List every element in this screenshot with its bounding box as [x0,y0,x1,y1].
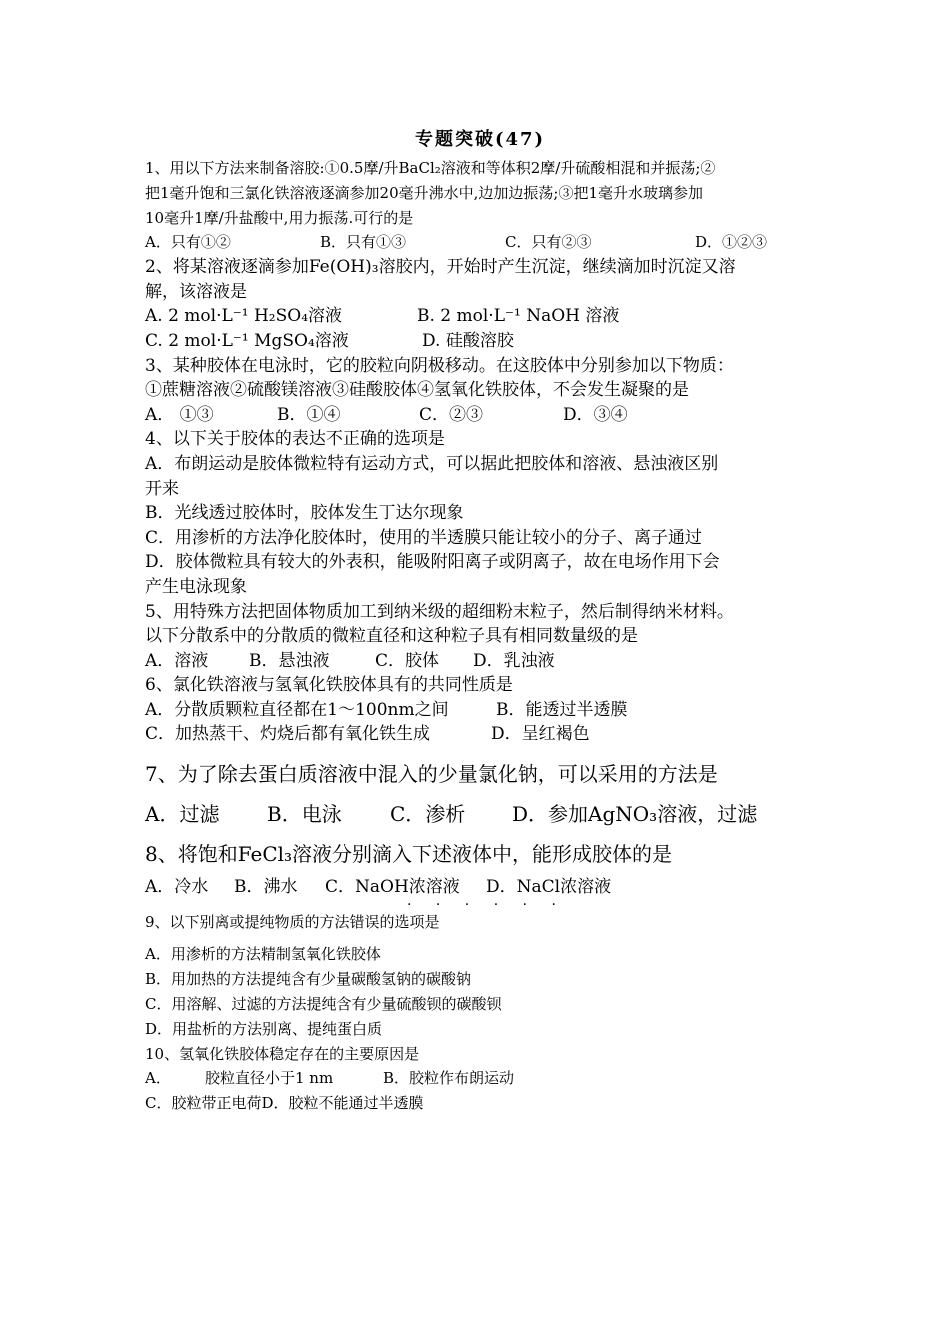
q7-stem: 7、为了除去蛋白质溶液中混入的少量氯化钠，可以采用的方法是 [145,762,718,787]
q10-option-c: C．胶粒带正电荷 [145,1094,262,1113]
q2-option-a: A. 2 mol·L⁻¹ H₂SO₄溶液 [145,306,343,327]
q7-option-a: A．过滤 [145,802,220,827]
q3-option-c: C．②③ [419,404,484,425]
q3-option-b: B．①④ [277,404,341,425]
q6-options-row-1 [145,698,815,723]
q8-option-b: B．沸水 [234,877,298,898]
q2-option-b: B. 2 mol·L⁻¹ NaOH 溶液 [417,306,620,327]
q4-option-d-line-1: D．胶体微粒具有较大的外表积，能吸附阳离子或阴离子，故在电场作用下会 [145,552,720,573]
q8-stem: 8、将饱和FeCl₃溶液分别滴入下述液体中，能形成胶体的是 [145,842,673,867]
q5-options [145,649,815,674]
q10-options-row-1 [145,1066,815,1091]
q8-option-c: C．NaOH浓溶液 [325,877,460,898]
q3-option-d: D．③④ [563,404,628,425]
q5-option-a: A．溶液 [145,650,209,671]
q3-stem-line-2: ①蔗糖溶液②硫酸镁溶液③硅酸胶体④氢氧化铁胶体，不会发生凝聚的是 [145,380,689,401]
q1-option-d: D．①②③ [695,233,768,252]
q6-options-row-2 [145,722,815,747]
page-title: 专题突破(47) [414,129,546,150]
q2-option-d: D. 硅酸溶胶 [422,330,514,351]
q6-stem: 6、氯化铁溶液与氢氧化铁胶体具有的共同性质是 [145,675,513,696]
q7-options [145,801,815,827]
q4-option-d-line-2: 产生电泳现象 [145,576,247,597]
q3-option-a: A． ①③ [145,404,214,425]
q8-options [145,875,815,900]
q4-option-c: C．用渗析的方法净化胶体时，使用的半透膜只能让较小的分子、离子通过 [145,527,703,548]
q1-option-b: B．只有①③ [320,233,407,252]
q5-stem-line-2: 以下分散系中的分散质的微粒直径和这种粒子具有相同数量级的是 [145,626,638,647]
q4-option-a-line-2: 开来 [145,478,179,499]
q8-option-d: D．NaCl浓溶液 [486,877,612,898]
q1-option-c: C．只有②③ [505,233,592,252]
q7-option-d: D．参加AgNO₃溶液，过滤 [512,802,758,827]
emphasis-dots: · · · · · · [407,896,566,913]
q6-option-a: A．分散质颗粒直径都在1～100nm之间 [145,699,449,720]
q6-option-d: D．呈红褐色 [491,724,590,745]
q4-stem: 4、以下关于胶体的表达不正确的选项是 [145,429,445,450]
q3-options [145,403,815,428]
q5-option-c: C．胶体 [375,650,440,671]
q9-option-c: C．用溶解、过滤的方法提纯含有少量硫酸钡的碳酸钡 [145,995,502,1014]
q9-option-d: D．用盐析的方法别离、提纯蛋白质 [145,1019,383,1038]
q10-stem: 10、氢氧化铁胶体稳定存在的主要原因是 [145,1044,420,1063]
q4-option-a-line-1: A．布朗运动是胶体微粒特有运动方式，可以据此把胶体和溶液、悬浊液区别 [145,453,719,474]
q1-option-a: A．只有①② [145,233,231,252]
q5-stem-line-1: 5、用特殊方法把固体物质加工到纳米级的超细粉末粒子，然后制得纳米材料。 [145,601,734,622]
q4-option-b: B．光线透过胶体时，胶体发生丁达尔现象 [145,503,464,524]
q5-option-d: D．乳浊液 [473,650,555,671]
q7-option-c: C．渗析 [390,802,466,827]
q1-stem-line-2: 把1毫升饱和三氯化铁溶液逐滴参加20毫升沸水中,边加边振荡;③把1毫升水玻璃参加 [145,183,703,202]
q6-option-c: C．加热蒸干、灼烧后都有氧化铁生成 [145,724,431,745]
q7-option-b: B．电泳 [267,802,342,827]
q8-option-a: A．冷水 [145,877,209,898]
q2-stem-line-1: 2、将某溶液逐滴参加Fe(OH)₃溶胶内，开始时产生沉淀，继续滴加时沉淀又溶 [145,257,736,278]
q5-option-b: B．悬浊液 [249,650,330,671]
q1-options [145,230,815,255]
q9-option-a: A．用渗析的方法精制氢氧化铁胶体 [145,945,381,964]
q2-stem-line-2: 解，该溶液是 [145,281,247,302]
q1-stem-line-3: 10毫升1摩/升盐酸中,用力振荡.可行的是 [145,208,414,227]
q10-options-row-2 [145,1091,815,1116]
document-page [145,128,815,1116]
q2-option-c: C. 2 mol·L⁻¹ MgSO₄溶液 [145,330,349,351]
q2-options-row-2 [145,329,815,354]
q3-stem-line-1: 3、某种胶体在电泳时，它的胶粒向阴极移动。在这胶体中分别参加以下物质： [145,355,734,376]
q10-option-a-label: A． [145,1069,171,1088]
q6-option-b: B．能透过半透膜 [496,699,628,720]
q9-stem: 9、以下别离或提纯物质的方法错误的选项是 [145,912,440,931]
q10-option-b: B．胶粒作布朗运动 [383,1069,515,1088]
q1-stem-line-1: 1、用以下方法来制备溶胶:①0.5摩/升BaCl₂溶液和等体积2摩/升硫酸相混和并振荡;② [145,159,716,177]
q9-option-b: B．用加热的方法提纯含有少量碳酸氢钠的碳酸钠 [145,970,472,989]
q2-options-row-1 [145,304,815,329]
q10-option-a-text: 胶粒直径小于1 nm [205,1069,334,1088]
q10-option-d: D．胶粒不能通过半透膜 [261,1094,424,1113]
